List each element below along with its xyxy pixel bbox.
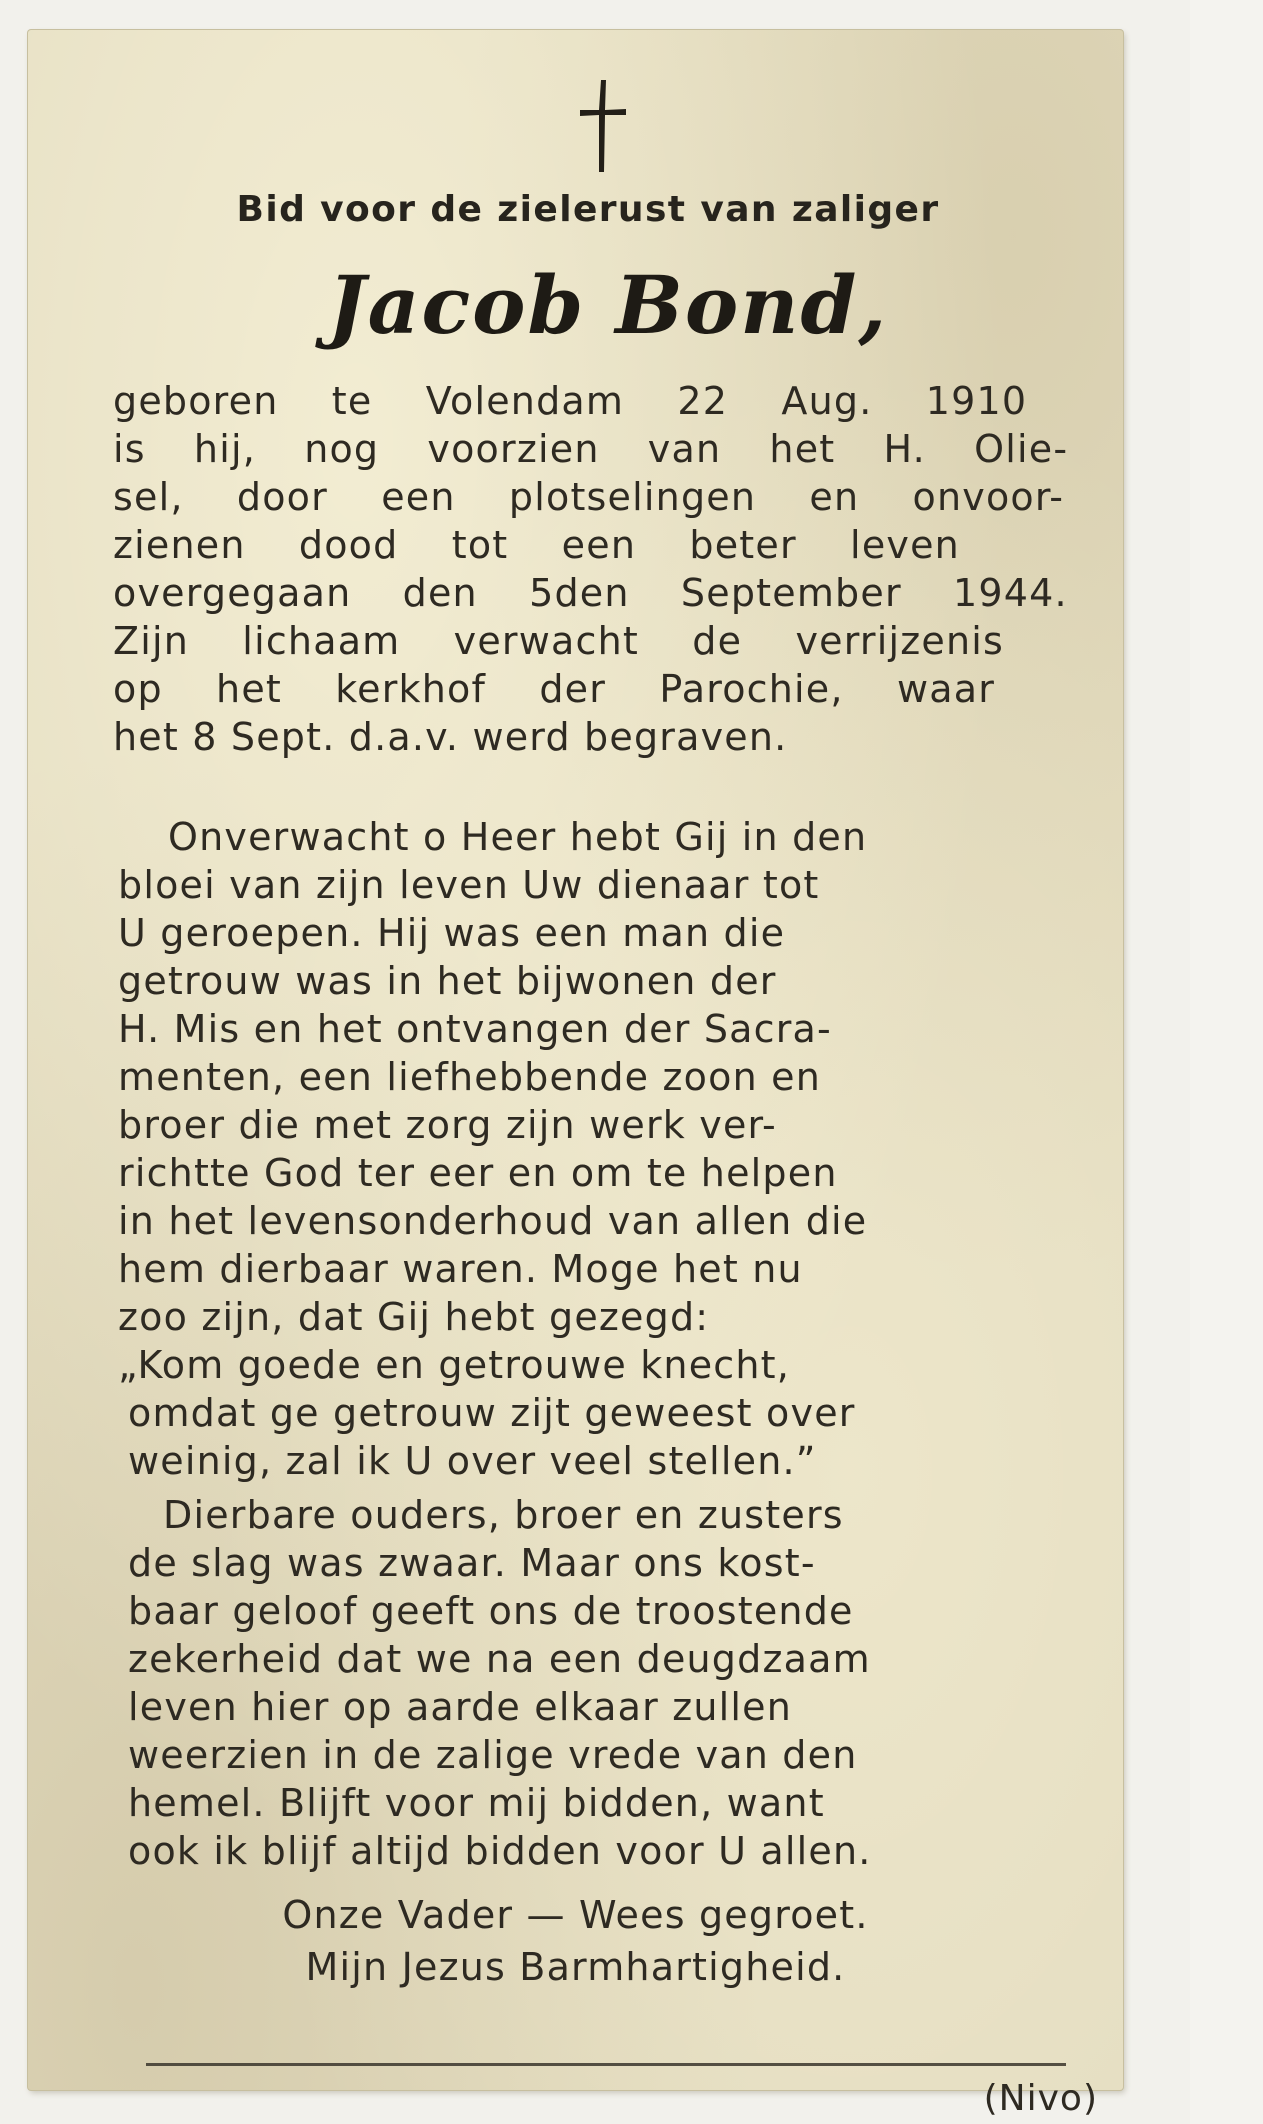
prayer-line <box>128 1589 1223 1633</box>
memorial-card <box>28 30 1123 2119</box>
prayer-line <box>118 911 1213 955</box>
prayer-line <box>118 1343 1213 1387</box>
prayer-line-text: de slag was zwaar. Maar ons kost- <box>128 1541 816 1585</box>
closing-prayer-line: Mijn Jezus Barmhartigheid. <box>305 1945 846 1989</box>
prayer-line-text: Dierbare ouders, broer en zusters <box>163 1493 844 1537</box>
prayer-line-text: U geroepen. Hij was een man die <box>118 911 786 955</box>
closing-prayer-line: Onze Vader — Wees gegroet. <box>282 1893 869 1937</box>
bio-line <box>113 667 1068 711</box>
bio-line <box>113 523 1068 567</box>
prayer-line <box>128 1637 1223 1681</box>
prayer-line <box>128 1391 1223 1435</box>
prayer-line-text: hem dierbaar waren. Moge het nu <box>118 1247 803 1291</box>
prayer-line <box>118 863 1213 907</box>
bio-line-text: op het kerkhof der Parochie, waar <box>113 667 996 711</box>
prayer-line-text: weerzien in de zalige vrede van den <box>128 1733 858 1777</box>
prayer-line-text: in het levensonderhoud van allen die <box>118 1199 868 1243</box>
prayer-line-text: omdat ge getrouw zijt geweest over <box>128 1391 856 1435</box>
prayer-line-text: hemel. Blijft voor mij bidden, want <box>128 1781 825 1825</box>
prayer-line-text: weinig, zal ik U over veel stellen.” <box>128 1439 817 1483</box>
prayer-line-text: menten, een liefhebbende zoon en <box>118 1055 822 1099</box>
prayer-line <box>118 1199 1213 1243</box>
bio-line-text: overgegaan den 5den September 1944. <box>113 571 1068 615</box>
prayer-line <box>118 1247 1213 1291</box>
divider-rule <box>146 2063 1066 2066</box>
prayer-line-text: bloei van zijn leven Uw dienaar tot <box>118 863 820 907</box>
prayer-line <box>128 1781 1223 1825</box>
bio-line-text: zienen dood tot een beter leven <box>113 523 960 567</box>
prayer-line-text: H. Mis en het ontvangen der Sacra- <box>118 1007 832 1051</box>
prayer-line <box>118 1007 1213 1051</box>
printer-mark: (Nivo) <box>983 2078 1098 2119</box>
prayer-line-text: getrouw was in het bijwonen der <box>118 959 777 1003</box>
prayer-line <box>128 1733 1223 1777</box>
prayer-line-text: zekerheid dat we na een deugdzaam <box>128 1637 871 1681</box>
prayer-line <box>118 1295 1213 1339</box>
prayer-line <box>128 1541 1223 1585</box>
prayer-line <box>118 1151 1213 1195</box>
prayer-line-text: ook ik blijf altijd bidden voor U allen. <box>128 1829 872 1873</box>
deceased-name: Jacob Bond, <box>327 258 889 352</box>
prayer-line <box>128 1439 1223 1483</box>
bio-line-text: geboren te Volendam 22 Aug. 1910 <box>113 379 1028 423</box>
bio-line <box>113 427 1069 471</box>
prayer-line-text: „Kom goede en getrouwe knecht, <box>118 1343 791 1387</box>
bio-line <box>113 571 1068 615</box>
bio-line-text: Zijn lichaam verwacht de verrijzenis <box>113 619 1004 663</box>
prayer-line-text: Onverwacht o Heer hebt Gij in den <box>168 815 868 859</box>
bio-line <box>113 619 1068 663</box>
bio-line-text: het 8 Sept. d.a.v. werd begraven. <box>113 715 788 759</box>
prayer-line-text: broer die met zorg zijn werk ver- <box>118 1103 777 1147</box>
prayer-line <box>118 1055 1213 1099</box>
prayer-line-text: zoo zijn, dat Gij hebt gezegd: <box>118 1295 710 1339</box>
prayer-line-text: richtte God ter eer en om te helpen <box>118 1151 838 1195</box>
prayer-line <box>128 1685 1223 1729</box>
intro-text: Bid voor de zielerust van zaliger <box>236 189 940 230</box>
prayer-line <box>118 959 1213 1003</box>
latin-cross-icon <box>568 76 638 176</box>
prayer-line <box>118 1103 1213 1147</box>
bio-line <box>113 379 1068 423</box>
prayer-line-text: leven hier op aarde elkaar zullen <box>128 1685 793 1729</box>
prayer-line-text: baar geloof geeft ons de troostende <box>128 1589 854 1633</box>
bio-line <box>113 475 1068 519</box>
prayer-line <box>128 1829 1223 1873</box>
bio-line <box>113 715 1208 759</box>
bio-line-text: sel, door een plotselingen en onvoor- <box>113 475 1065 519</box>
prayer-line <box>168 815 1263 859</box>
prayer-line <box>163 1493 1258 1537</box>
bio-line-text: is hij, nog voorzien van het H. Olie- <box>113 427 1069 471</box>
